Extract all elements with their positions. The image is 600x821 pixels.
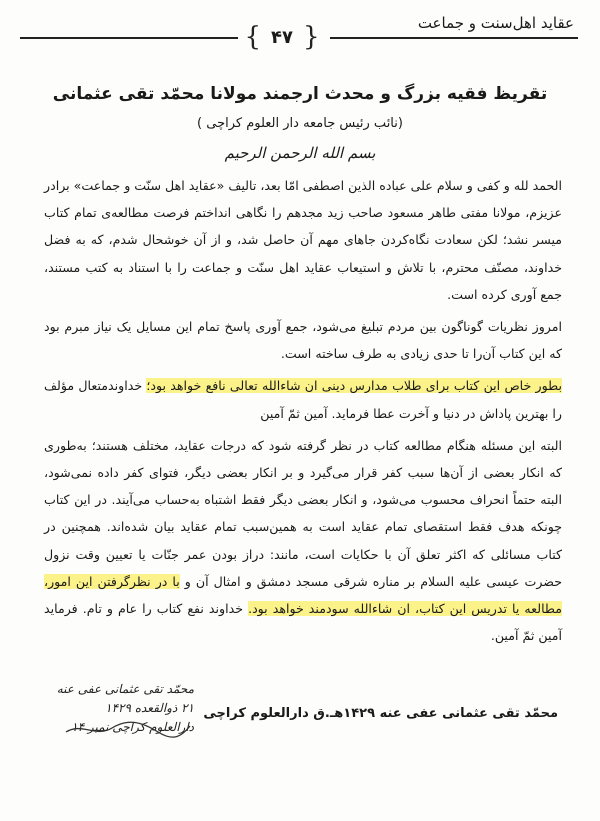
- basmala: بسم الله الرحمن الرحیم: [224, 144, 376, 162]
- document-subtitle: (نائب رئیس جامعه دار العلوم کراچی ): [197, 116, 403, 131]
- signature-line: محمّد تقی عثمانی عفی عنه: [56, 682, 194, 696]
- running-title: عقاید اهل‌سنت و جماعت: [417, 14, 574, 32]
- body-text: [44, 172, 562, 654]
- document-title: تقریظ فقیه بزرگ و محدث ارجمند مولانا محمّد تقی عثمانی: [52, 84, 548, 104]
- handwritten-signature: [56, 680, 194, 800]
- signature-institution: دارالعلوم کراچی نمبر ۱۴: [71, 720, 194, 734]
- paragraph-text: خداوند نفع کتاب را عام و تام. فرماید آمین ثمّ آمین.: [44, 601, 562, 644]
- page-number-box: [242, 22, 322, 52]
- paragraph-text: الحمد لله و کفی و سلام علی عباده الذین اصطفی امّا بعد، تالیف «عقاید اهل سنّت و جماعت» برادر عزیزم، مولانا مفتی طاهر مسعود صاحب زید مجدهم را نگاهی انداختم فرصت مطالعه‌ی تمام کتاب میسر نشد؛ لکن سعادت نگاه‌کردن جاهای مهم آن حاصل شد، و از آن خوشحال شدم، که به فضل خداوند، مصنّف محترم، با تلاش و استیعاب عقاید اهل سنّت و جماعت را با استناد به کتب مستند، جمع آوری کرده است.: [44, 178, 562, 302]
- highlighted-text: با در نظرگرفتن این امور، مطالعه یا تدریس این کتاب، ان شاءالله سودمند خواهد بود.: [44, 573, 562, 617]
- page-number: ۴۷: [271, 26, 293, 48]
- highlighted-text: بطور خاص این کتاب برای طلاب مدارس دینی ان شاءالله تعالی نافع خواهد بود؛: [146, 378, 562, 394]
- paragraph: [44, 172, 562, 308]
- brace-left-icon: {: [244, 22, 261, 52]
- paragraph: [44, 313, 562, 367]
- header-rule-right: [330, 37, 578, 39]
- signature-date: ۲۱ ذوالقعده ۱۴۲۹: [105, 701, 194, 715]
- page-header: [20, 10, 578, 56]
- signature-flourish-icon: [62, 718, 194, 740]
- header-rule-left: [20, 37, 238, 39]
- brace-right-icon: }: [302, 22, 320, 52]
- paragraph-text: خداوندمتعال مؤلف را بهترین پاداش در دنیا و آخرت عطا فرماید. آمین ثمّ آمین: [44, 378, 562, 421]
- paragraph-text: البته این مسئله هنگام مطالعه کتاب در نظر گرفته شود که درجات عقاید، مختلف هستند؛ به‌طوری که انکار بعضی از آن‌ها سبب کفر قرار می‌گیرد و بر انکار بعضی دیگر، فتوای کفر داده نمی‌شود، البته حتماً انحراف محسوب می‌شود، و انکار بعضی دیگر فقط اشتباه به‌حساب می‌آیند. در این کتاب چونکه هدف فقط استقصای تمام عقاید است به همین‌سبب تمام عقاید بیان شده‌اند. همچنین در کتاب مسائلی که اکثر تعلق آن با حکایات است، مانند: دراز بودن عمر جنّات یا تعیین وقت نزول حضرت عیسی علیه السلام بر مناره شرقی مسجد دمشق و امثال آن و: [44, 437, 562, 589]
- paragraph-text: امروز نظریات گوناگون بین مردم تبلیغ می‌شود، جمع آوری پاسخ تمام این مسایل یک نیاز مبرم بود که این کتاب آن‌را تا حدی زیادی به طرف ساخته است.: [44, 319, 562, 362]
- author-signature-line: محمّد تقی عثمانی عفی عنه ۱۴۲۹هـ.ق دارالعلوم کراچی: [203, 706, 558, 721]
- paragraph: [44, 372, 562, 426]
- paragraph: [44, 432, 562, 650]
